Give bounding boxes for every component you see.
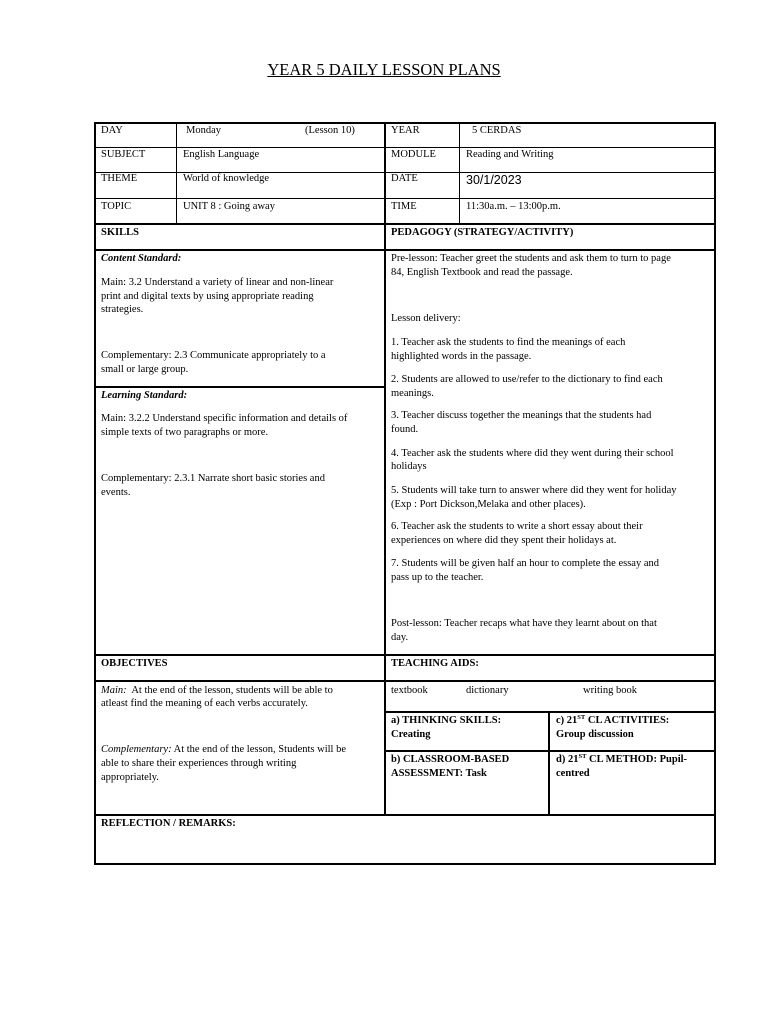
- row-divider: [96, 680, 714, 682]
- thinking-skills: a) THINKING SKILLS:: [391, 715, 502, 726]
- content-standard-complementary: small or large group.: [101, 364, 189, 375]
- teaching-aid-item: writing book: [583, 685, 637, 696]
- delivery-step: holidays: [391, 461, 427, 472]
- skills-header: SKILLS: [101, 227, 139, 238]
- year-label: YEAR: [391, 125, 420, 136]
- day-value: Monday: [186, 125, 221, 136]
- objective-complementary: [101, 743, 346, 757]
- content-standard-main: print and digital texts by using appropriate reading: [101, 291, 314, 302]
- row-divider: [96, 814, 714, 816]
- date-label: DATE: [391, 173, 418, 184]
- cl-activities-superscript: ST: [577, 714, 586, 721]
- column-divider: [548, 712, 550, 815]
- delivery-step: 5. Students will take turn to answer where did they went for holiday: [391, 485, 677, 496]
- row-divider: [96, 386, 385, 388]
- lesson-delivery-label: Lesson delivery:: [391, 313, 461, 324]
- objective-main: [101, 684, 333, 698]
- learning-standard-complementary: Complementary: 2.3.1 Narrate short basic stories and: [101, 473, 325, 484]
- thinking-skills-value: Creating: [391, 729, 431, 740]
- cl-method-suffix: CL METHOD: Pupil-: [586, 754, 688, 765]
- objective-complementary: appropriately.: [101, 772, 159, 783]
- cl-method-prefix: d) 21: [556, 754, 579, 765]
- delivery-step: pass up to the teacher.: [391, 572, 484, 583]
- row-divider: [96, 198, 714, 199]
- objective-main: atleast find the meaning of each verbs accurately.: [101, 698, 308, 709]
- post-lesson: day.: [391, 632, 409, 643]
- objective-complementary: able to share their experiences through writing: [101, 758, 297, 769]
- delivery-step: 3. Teacher discuss together the meanings that the students had: [391, 410, 652, 421]
- learning-standard-complementary: events.: [101, 487, 131, 498]
- time-label: TIME: [391, 201, 417, 212]
- objective-complementary-label: Complementary:: [101, 744, 172, 755]
- cl-activities: [556, 714, 669, 728]
- topic-value: UNIT 8 : Going away: [183, 201, 275, 212]
- objective-main-text: At the end of the lesson, students will be able to: [126, 685, 333, 696]
- delivery-step: highlighted words in the passage.: [391, 351, 532, 362]
- delivery-step: 4. Teacher ask the students where did they went during their school: [391, 448, 674, 459]
- objective-main-label: Main:: [101, 685, 127, 696]
- column-divider: [384, 124, 386, 815]
- delivery-step: 2. Students are allowed to use/refer to the dictionary to find each: [391, 374, 663, 385]
- cl-method-value: centred: [556, 768, 590, 779]
- delivery-step: meanings.: [391, 388, 434, 399]
- post-lesson: Post-lesson: Teacher recaps what have they learnt about on that: [391, 618, 657, 629]
- time-value: 11:30a.m. – 13:00p.m.: [466, 201, 561, 212]
- subject-value: English Language: [183, 149, 260, 160]
- column-divider: [459, 124, 460, 224]
- theme-label: THEME: [101, 173, 138, 184]
- pedagogy-header: PEDAGOGY (STRATEGY/ACTIVITY): [391, 227, 574, 238]
- delivery-step: (Exp : Port Dickson,Melaka and other places).: [391, 499, 586, 510]
- content-standard-main: Main: 3.2 Understand a variety of linear and non-linear: [101, 277, 334, 288]
- pre-lesson: 84, English Textbook and read the passage.: [391, 267, 573, 278]
- column-divider: [176, 124, 177, 224]
- teaching-aids-header: TEACHING AIDS:: [391, 658, 479, 669]
- row-divider: [96, 654, 714, 656]
- learning-standard-label: Learning Standard:: [101, 390, 188, 401]
- day-label: DAY: [101, 125, 123, 136]
- module-value: Reading and Writing: [466, 149, 554, 160]
- delivery-step: 6. Teacher ask the students to write a short essay about their: [391, 521, 643, 532]
- classroom-assessment-value: ASSESSMENT: Task: [391, 768, 487, 779]
- row-divider: [96, 223, 714, 225]
- cl-activities-suffix: CL ACTIVITIES:: [585, 715, 670, 726]
- date-value: 30/1/2023: [466, 173, 522, 187]
- content-standard-main: strategies.: [101, 304, 144, 315]
- topic-label: TOPIC: [101, 201, 132, 212]
- theme-value: World of knowledge: [183, 173, 270, 184]
- pre-lesson: Pre-lesson: Teacher greet the students and ask them to turn to page: [391, 253, 671, 264]
- cl-activities-prefix: c) 21: [556, 715, 578, 726]
- teaching-aid-item: textbook: [391, 685, 428, 696]
- year-value: 5 CERDAS: [472, 125, 522, 136]
- row-divider: [96, 249, 714, 251]
- content-standard-label: Content Standard:: [101, 253, 182, 264]
- objective-complementary-text: At the end of the lesson, Students will be: [171, 744, 346, 755]
- classroom-assessment: b) CLASSROOM-BASED: [391, 754, 510, 765]
- cl-activities-value: Group discussion: [556, 729, 634, 740]
- lesson-number: (Lesson 10): [305, 125, 355, 136]
- teaching-aid-item: dictionary: [466, 685, 509, 696]
- reflection-header: REFLECTION / REMARKS:: [101, 818, 236, 829]
- delivery-step: 7. Students will be given half an hour to complete the essay and: [391, 558, 659, 569]
- module-label: MODULE: [391, 149, 436, 160]
- delivery-step: 1. Teacher ask the students to find the meanings of each: [391, 337, 626, 348]
- learning-standard-main: Main: 3.2.2 Understand specific information and details of: [101, 413, 348, 424]
- cl-method: [556, 753, 687, 767]
- content-standard-complementary: Complementary: 2.3 Communicate appropriately to a: [101, 350, 326, 361]
- objectives-header: OBJECTIVES: [101, 658, 168, 669]
- learning-standard-main: simple texts of two paragraphs or more.: [101, 427, 269, 438]
- delivery-step: found.: [391, 424, 419, 435]
- cl-method-superscript: ST: [578, 753, 587, 760]
- subject-label: SUBJECT: [101, 149, 146, 160]
- delivery-step: experiences on where did they spent their holidays at.: [391, 535, 617, 546]
- page-title: YEAR 5 DAILY LESSON PLANS: [267, 60, 501, 79]
